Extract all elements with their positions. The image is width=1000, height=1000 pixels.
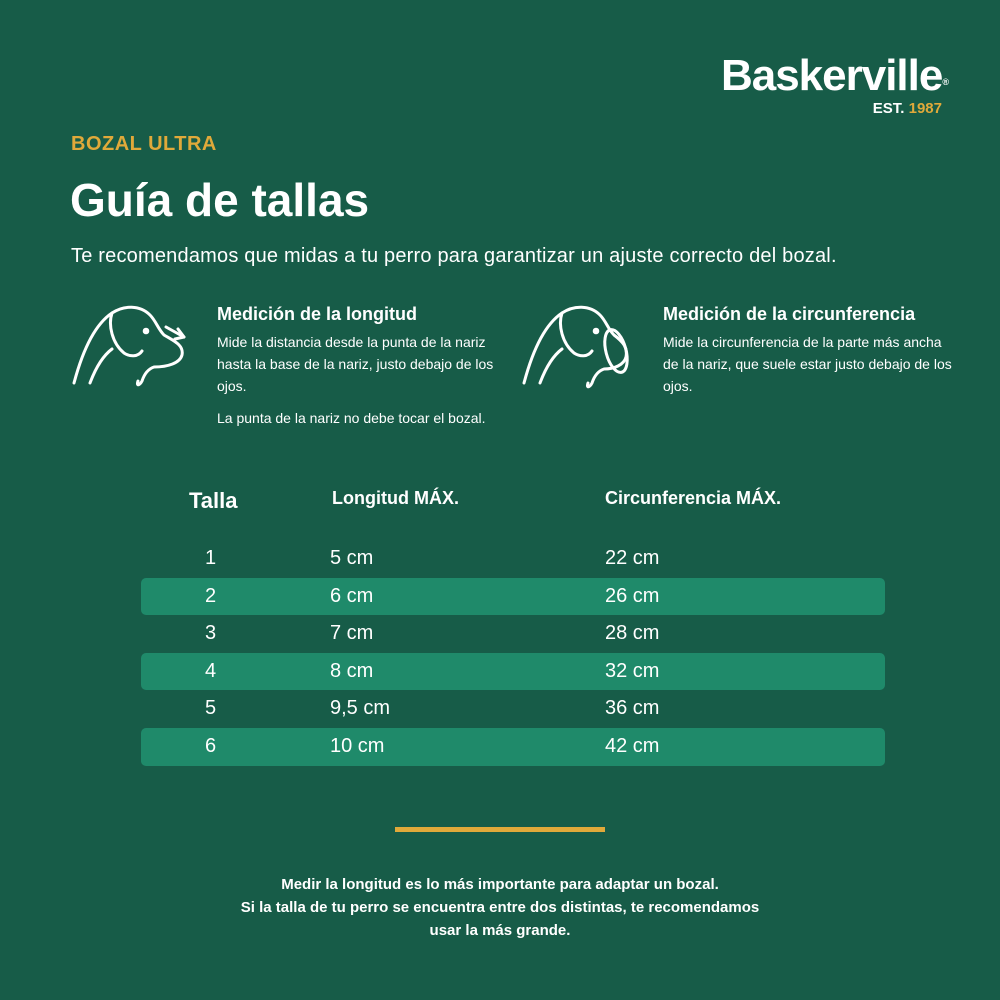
circumference-cell: 28 cm xyxy=(605,622,660,645)
measure-circumference-heading: Medición de la circunferencia xyxy=(663,304,916,324)
size-cell: 1 xyxy=(205,547,217,569)
dog-length-icon xyxy=(72,303,192,393)
intro-text: Te recomendamos que midas a tu perro para garantizar un ajuste correcto del bozal. xyxy=(71,245,837,267)
size-cell: 6 xyxy=(205,734,217,757)
measure-circumference-block xyxy=(518,303,958,413)
table-header xyxy=(141,480,885,540)
size-cell: 5 xyxy=(205,697,217,720)
length-cell: 5 cm xyxy=(330,547,374,569)
circumference-cell: 32 cm xyxy=(605,659,660,682)
length-cell: 10 cm xyxy=(330,734,385,757)
length-cell: 6 cm xyxy=(330,584,374,607)
table-row xyxy=(141,653,885,691)
header-max-circumference: Circunferencia MÁX. xyxy=(605,488,782,508)
size-cell: 3 xyxy=(205,622,217,645)
measure-length-block xyxy=(72,303,502,453)
registered-mark: ® xyxy=(942,77,948,87)
table-row xyxy=(141,615,885,653)
brand-name: Baskerville xyxy=(720,51,943,100)
measure-length-note: La punta de la nariz no debe tocar el bozal. xyxy=(217,410,486,426)
header-max-length: Longitud MÁX. xyxy=(332,488,459,508)
size-cell: 4 xyxy=(205,659,217,682)
circumference-cell: 36 cm xyxy=(605,697,660,720)
measure-length-desc: Mide la distancia desde la punta de la nariz hasta la base de la nariz, justo debajo de los ojos. xyxy=(217,334,494,394)
brand-est-label: EST. xyxy=(872,100,905,117)
length-cell: 8 cm xyxy=(330,659,374,682)
product-kicker: BOZAL ULTRA xyxy=(71,133,217,155)
footnote-line: usar la más grande. xyxy=(429,922,571,939)
table-row xyxy=(141,690,885,728)
header-size: Talla xyxy=(189,488,238,513)
size-cell: 2 xyxy=(205,584,217,607)
footnote-line: Medir la longitud es lo más importante para adaptar un bozal. xyxy=(281,876,719,893)
footnote-line: Si la talla de tu perro se encuentra entre dos distintas, te recomendamos xyxy=(240,899,760,916)
measure-circumference-desc: Mide la circunferencia de la parte más ancha de la nariz, que suele estar justo debajo de los ojos. xyxy=(663,334,952,394)
table-row xyxy=(141,540,885,578)
circumference-cell: 42 cm xyxy=(605,734,660,757)
accent-divider xyxy=(395,827,605,832)
footnote xyxy=(150,873,850,942)
size-table xyxy=(141,480,885,766)
brand-logo xyxy=(721,52,948,117)
measure-length-heading: Medición de la longitud xyxy=(217,304,417,324)
brand-est-year: 1987 xyxy=(908,100,942,117)
circumference-cell: 26 cm xyxy=(605,584,660,607)
page-title: Guía de tallas xyxy=(70,174,370,226)
length-cell: 7 cm xyxy=(330,622,374,645)
length-cell: 9,5 cm xyxy=(330,697,391,720)
circumference-cell: 22 cm xyxy=(605,547,660,569)
dog-circumference-icon xyxy=(518,303,638,393)
brand-established xyxy=(721,100,942,117)
table-row xyxy=(141,578,885,616)
table-row xyxy=(141,728,885,766)
